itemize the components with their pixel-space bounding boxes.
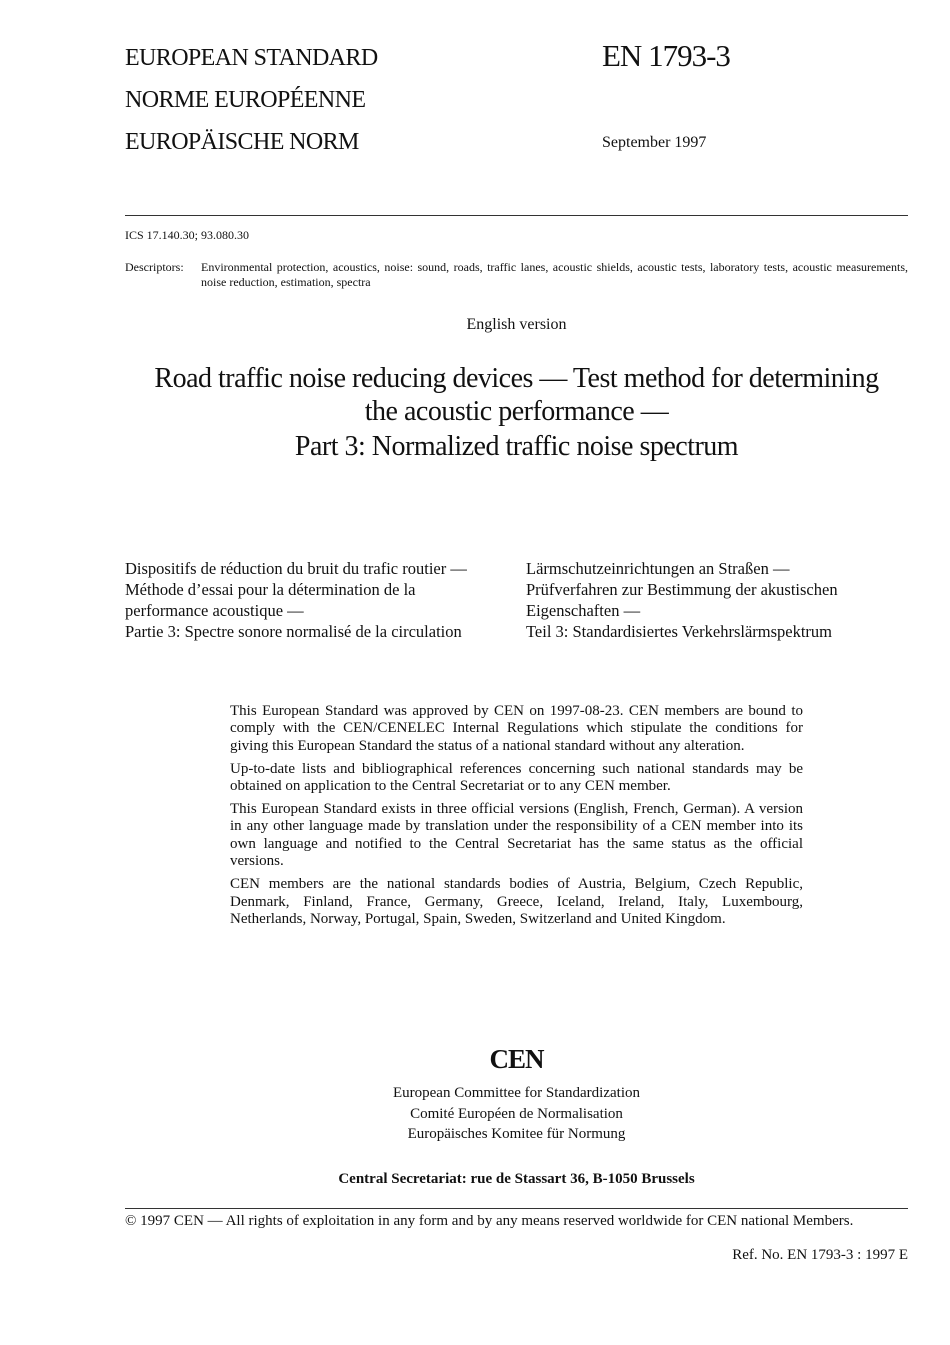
standard-number: EN 1793-3 (602, 38, 730, 73)
french-title-line: Partie 3: Spectre sonore normalisé de la circulation (125, 622, 462, 641)
document-title (125, 362, 908, 463)
french-title-line: Dispositifs de réduction du bruit du trafic routier — (125, 559, 467, 578)
standard-name-german: EUROPÄISCHE NORM (125, 129, 359, 155)
title-line: Part 3: Normalized traffic noise spectrum (294, 431, 739, 462)
german-title-line: Eigenschaften — (526, 601, 641, 620)
publication-date: September 1997 (602, 134, 707, 151)
bottom-divider (125, 1208, 908, 1209)
title-line: the acoustic performance — (364, 396, 669, 427)
top-divider (125, 215, 908, 216)
notice-paragraph: This European Standard was approved by CEN on 1997-08-23. CEN members are bound to comply with the CEN/CENELEC Internal Regulations which stipulate the conditions for giving this European Standard the status of a national standard without any alteration. (230, 703, 803, 754)
standard-name-french: NORME EUROPÉENNE (125, 87, 366, 113)
descriptors-label: Descriptors: (125, 260, 184, 274)
reference-number: Ref. No. EN 1793-3 : 1997 E (732, 1247, 908, 1263)
notice-paragraph: CEN members are the national standards bodies of Austria, Belgium, Czech Republic, Denmark, Finland, France, Germany, Greece, Iceland, Ireland, Italy, Luxembourg, Netherlands, Norway, Portugal, Spain, Sweden, Switzerland and United Kingdom. (230, 876, 803, 927)
cen-organization-names (0, 1083, 950, 1145)
german-title-line: Teil 3: Standardisiertes Verkehrslärmspektrum (526, 622, 833, 641)
cen-name-french: Comité Européen de Normalisation (410, 1105, 623, 1122)
standard-name-english: EUROPEAN STANDARD (125, 45, 378, 71)
german-title-line: Prüfverfahren zur Bestimmung der akustischen (526, 580, 838, 599)
french-title-line: Méthode d’essai pour la détermination de la (125, 580, 416, 599)
french-title-block (125, 558, 467, 642)
notice-paragraph: Up-to-date lists and bibliographical references concerning such national standards may be obtained on application to the Central Secretariat or to any CEN member. (230, 760, 803, 795)
notice-paragraph: This European Standard exists in three official versions (English, French, German). A version in any other language made by translation under the responsibility of a CEN member into its own language and notified to the Central Secretariat has the same status as the official versions. (230, 801, 803, 870)
copyright-notice: © 1997 CEN — All rights of exploitation in any form and by any means reserved worldwide for CEN national Members. (125, 1213, 854, 1229)
german-title-line: Lärmschutzeinrichtungen an Straßen — (526, 559, 790, 578)
title-line: Road traffic noise reducing devices — Test method for determining (154, 363, 879, 394)
approval-notice (230, 703, 803, 934)
descriptors-text: Environmental protection, acoustics, noise: sound, roads, traffic lanes, acoustic shields, acoustic tests, laboratory tests, acoustic measurements, noise reduction, estimation, spectra (201, 260, 908, 289)
cen-name-german: Europäisches Komitee für Normung (407, 1126, 626, 1142)
language-version: English version (466, 316, 567, 333)
cen-logo: CEN (489, 1044, 544, 1074)
central-secretariat-address: Central Secretariat: rue de Stassart 36, B-1050 Brussels (338, 1171, 695, 1187)
french-title-line: performance acoustique — (125, 601, 304, 620)
ics-codes: ICS 17.140.30; 93.080.30 (125, 228, 250, 242)
cen-name-english: European Committee for Standardization (392, 1085, 640, 1101)
german-title-block (526, 558, 838, 642)
